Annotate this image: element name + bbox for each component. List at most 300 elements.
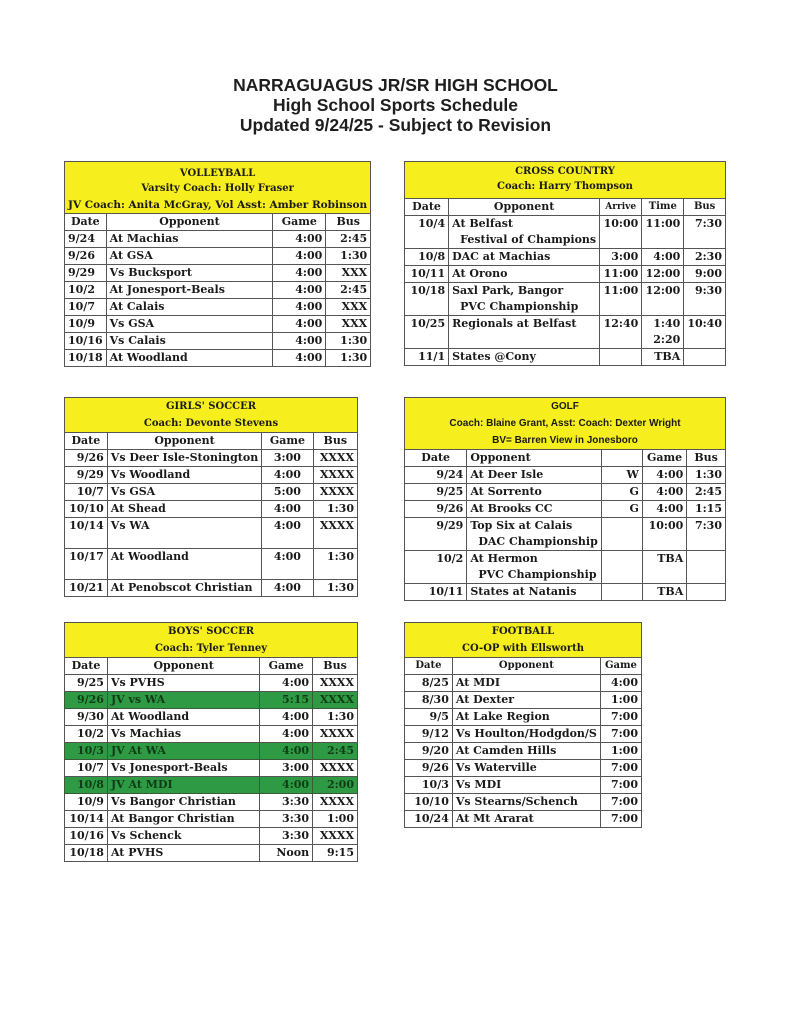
game-value: 4:00	[273, 550, 301, 563]
cell-opponent	[107, 760, 259, 777]
cell-opponent	[449, 249, 600, 266]
col-game: Game	[600, 658, 641, 675]
game-value: 7:00	[610, 778, 638, 791]
cell-game	[273, 316, 326, 333]
table-row	[405, 709, 642, 726]
col-date: Date	[405, 450, 467, 467]
col-game: Game	[273, 214, 326, 231]
cell-bus	[313, 845, 358, 862]
cell-bus	[313, 692, 358, 709]
date-value: 9/30	[76, 710, 104, 723]
cell-date	[65, 265, 107, 282]
cell-opponent	[106, 333, 273, 350]
cell-flag	[601, 518, 642, 551]
col-game: Game	[642, 450, 686, 467]
cell-bus	[313, 518, 357, 549]
date-value: 10/3	[421, 778, 449, 791]
girls-soccer-coach: Coach: Devonte Stevens	[143, 418, 279, 429]
game-value: 4:00	[656, 502, 684, 515]
cell-date	[405, 283, 449, 316]
table-row	[405, 467, 726, 484]
game-value: 3:30	[282, 812, 310, 825]
bus-value: 1:30	[694, 468, 722, 481]
date-value: 10/8	[418, 250, 446, 263]
cell-bus	[326, 248, 371, 265]
cell-game	[642, 501, 686, 518]
cell-game	[273, 299, 326, 316]
game-value: 4:00	[273, 519, 301, 532]
opponent-value: At Belfast	[452, 217, 513, 230]
cell-opponent	[452, 794, 600, 811]
football-rows	[405, 675, 642, 828]
game-value: 4:00	[656, 485, 684, 498]
opponent-value: At Woodland	[110, 550, 189, 563]
cell-opponent	[449, 216, 600, 249]
table-row	[65, 845, 358, 862]
col-arrive: Arrive	[600, 199, 642, 216]
girls-soccer-column-headers	[65, 433, 358, 450]
bus-value: XXXX	[319, 829, 354, 842]
cell-game	[262, 484, 313, 501]
bus-value: XXX	[341, 266, 368, 279]
cell-opponent	[107, 518, 261, 549]
cell-game	[600, 675, 641, 692]
table-row	[405, 249, 726, 266]
table-row	[65, 248, 371, 265]
table-row	[65, 333, 371, 350]
opponent-value: Top Six at Calais	[470, 519, 573, 532]
cell-date	[65, 450, 108, 467]
date-value: 10/11	[428, 585, 464, 598]
opponent-value: States @Cony	[452, 350, 536, 363]
cell-date	[405, 675, 453, 692]
date-value: 8/25	[421, 676, 449, 689]
col-date: Date	[405, 199, 449, 216]
football-coop: CO-OP with Ellsworth	[462, 643, 584, 654]
table-row	[65, 794, 358, 811]
boys-soccer-coach: Coach: Tyler Tenney	[154, 643, 268, 654]
cell-bus	[684, 249, 726, 266]
table-row	[65, 501, 358, 518]
bus-value: 2:45	[340, 232, 368, 245]
time-value-line2: 2:20	[653, 333, 681, 346]
cell-flag	[601, 551, 642, 584]
cell-arrive	[600, 266, 642, 283]
cell-opponent	[107, 484, 261, 501]
bus-value: XXXX	[319, 676, 354, 689]
cell-opponent	[106, 265, 273, 282]
bus-value: 1:30	[340, 351, 368, 364]
boys-soccer-rows	[65, 675, 358, 862]
col-date: Date	[65, 658, 108, 675]
cell-game	[273, 350, 326, 367]
opponent-value: Vs GSA	[109, 317, 155, 330]
opponent-value: Vs MDI	[455, 778, 502, 791]
cell-bus	[313, 726, 358, 743]
opponent-value: At Woodland	[110, 710, 190, 723]
golf-column-headers	[405, 450, 726, 467]
table-row	[405, 283, 726, 316]
date-value: 9/26	[76, 451, 104, 464]
golf-note: BV= Barren View in Jonesboro	[492, 435, 638, 446]
date-value: 9/26	[421, 761, 449, 774]
cell-game	[642, 484, 686, 501]
cell-flag	[601, 467, 642, 484]
cell-game	[600, 794, 641, 811]
cell-bus	[313, 709, 358, 726]
cell-date	[65, 299, 107, 316]
opponent-value: Vs Jonesport-Beals	[110, 761, 228, 774]
cell-opponent	[449, 266, 600, 283]
opponent-value: At Brooks CC	[470, 502, 553, 515]
opponent-value: Vs Houlton/Hodgdon/S	[455, 727, 597, 740]
cell-opponent	[106, 316, 273, 333]
opponent-value: At Lake Region	[455, 710, 550, 723]
game-value: 7:00	[610, 727, 638, 740]
cell-time	[642, 316, 684, 349]
cell-time	[642, 249, 684, 266]
cell-bus	[313, 675, 358, 692]
volleyball-coach: Varsity Coach: Holly Fraser	[141, 183, 294, 194]
bus-value: 7:30	[694, 217, 722, 230]
cell-time	[642, 266, 684, 283]
golf-rows	[405, 467, 726, 601]
boys-soccer-title: BOYS' SOCCER	[167, 626, 255, 637]
col-date: Date	[65, 214, 107, 231]
cell-bus	[684, 283, 726, 316]
opponent-value: At Bangor Christian	[110, 812, 235, 825]
game-value: 5:00	[273, 485, 301, 498]
cell-opponent	[107, 450, 261, 467]
volleyball-jv-coach: JV Coach: Anita McGray, Vol Asst: Amber Robinson	[68, 199, 368, 211]
cross-country-coach: Coach: Harry Thompson	[497, 181, 633, 192]
cell-time	[642, 349, 684, 366]
game-value: 4:00	[610, 676, 638, 689]
date-value: 9/24	[436, 468, 464, 481]
cell-date	[65, 484, 108, 501]
opponent-value: Vs Bangor Christian	[110, 795, 236, 808]
time-value: 1:40	[653, 317, 681, 330]
table-row	[65, 484, 358, 501]
date-value: 10/18	[410, 284, 446, 297]
cell-bus	[313, 549, 357, 580]
date-value: 10/18	[69, 846, 104, 859]
table-row	[65, 777, 358, 794]
girls-soccer-title: GIRLS' SOCCER	[165, 401, 257, 412]
table-row	[405, 501, 726, 518]
cell-arrive	[600, 283, 642, 316]
opponent-value: At Jonesport-Beals	[109, 283, 225, 296]
cell-game	[260, 675, 313, 692]
cell-opponent	[467, 484, 601, 501]
date-value: 8/30	[421, 693, 449, 706]
col-opponent: Opponent	[106, 214, 273, 231]
cell-bus	[313, 484, 357, 501]
cell-date	[65, 675, 108, 692]
opponent-value: JV At WA	[110, 744, 166, 757]
table-row	[65, 675, 358, 692]
table-row	[405, 760, 642, 777]
cell-opponent	[107, 467, 261, 484]
bus-value: 1:30	[340, 334, 368, 347]
col-date: Date	[405, 658, 453, 675]
cell-bus	[684, 349, 726, 366]
date-value: 10/3	[76, 744, 104, 757]
cell-date	[65, 726, 108, 743]
cell-game	[262, 518, 313, 549]
update-note: Updated 9/24/25 - Subject to Revision	[239, 115, 552, 135]
cell-opponent	[107, 743, 259, 760]
table-row	[405, 518, 726, 551]
cell-date	[405, 709, 453, 726]
game-value: 4:00	[295, 317, 323, 330]
bus-value: 2:45	[326, 744, 354, 757]
date-value: 10/24	[414, 812, 449, 825]
table-row	[65, 316, 371, 333]
opponent-value-line2: Festival of Champions	[460, 233, 597, 246]
opponent-value: Vs Waterville	[455, 761, 537, 774]
date-value: 9/26	[436, 502, 464, 515]
col-opponent: Opponent	[452, 658, 600, 675]
flag-value: G	[629, 485, 639, 498]
school-name: NARRAGUAGUS JR/SR HIGH SCHOOL	[233, 75, 558, 95]
col-bus: Bus	[313, 658, 358, 675]
table-row	[65, 467, 358, 484]
table-row	[65, 811, 358, 828]
cell-date	[65, 811, 108, 828]
cell-flag	[601, 584, 642, 601]
cell-date	[405, 584, 467, 601]
bus-value: 1:30	[326, 581, 354, 594]
opponent-value: States at Natanis	[470, 585, 577, 598]
opponent-value: JV vs WA	[110, 693, 166, 706]
cell-game	[260, 743, 313, 760]
boys-soccer-column-headers	[65, 658, 358, 675]
game-value: 4:00	[282, 727, 310, 740]
col-bus: Bus	[326, 214, 371, 231]
cell-game	[260, 777, 313, 794]
cell-bus	[326, 350, 371, 367]
bus-value: XXXX	[319, 795, 354, 808]
game-value: 4:00	[295, 334, 323, 347]
table-row	[65, 709, 358, 726]
date-value: 10/10	[69, 502, 104, 515]
bus-value: XXXX	[319, 727, 354, 740]
volleyball-rows	[65, 231, 371, 367]
game-value: 4:00	[282, 778, 310, 791]
cell-date	[405, 777, 453, 794]
table-row	[65, 692, 358, 709]
cell-bus	[313, 828, 358, 845]
opponent-value: Vs Schenck	[110, 829, 182, 842]
col-bus: Bus	[684, 199, 726, 216]
bus-value: XXXX	[319, 485, 354, 498]
date-value: 10/8	[76, 778, 104, 791]
date-value: 9/12	[421, 727, 449, 740]
date-value: 10/14	[69, 519, 104, 532]
cell-date	[65, 845, 108, 862]
game-value: 4:00	[656, 468, 684, 481]
cell-bus	[687, 551, 726, 584]
cell-bus	[684, 216, 726, 249]
cell-opponent	[107, 709, 259, 726]
table-row	[65, 726, 358, 743]
date-value: 9/5	[429, 710, 449, 723]
opponent-value: Vs GSA	[110, 485, 156, 498]
football-table	[404, 622, 642, 828]
game-value: 4:00	[295, 351, 323, 364]
cell-opponent	[106, 282, 273, 299]
table-row	[405, 675, 642, 692]
cell-bus	[326, 299, 371, 316]
opponent-value: At Calais	[109, 300, 165, 313]
bus-value: XXXX	[319, 693, 354, 706]
table-row	[65, 580, 358, 597]
cell-bus	[326, 231, 371, 248]
game-value: 7:00	[610, 710, 638, 723]
bus-value: 1:30	[326, 502, 354, 515]
opponent-value-line2: DAC Championship	[478, 535, 598, 548]
cell-opponent	[467, 584, 601, 601]
cell-flag	[601, 501, 642, 518]
cell-game	[262, 580, 313, 597]
arrive-value: 10:00	[603, 217, 639, 230]
table-row	[405, 777, 642, 794]
cell-bus	[313, 794, 358, 811]
bus-value: 1:30	[326, 710, 354, 723]
game-value: 7:00	[610, 812, 638, 825]
date-value: 9/25	[436, 485, 464, 498]
table-row	[65, 299, 371, 316]
game-value: Noon	[276, 846, 310, 859]
cell-bus	[313, 811, 358, 828]
cell-game	[262, 501, 313, 518]
cell-date	[405, 692, 453, 709]
cell-opponent	[449, 349, 600, 366]
golf-title: GOLF	[551, 401, 579, 412]
date-value: 9/26	[68, 249, 95, 262]
cell-game	[642, 518, 686, 551]
game-value: 4:00	[282, 744, 310, 757]
cell-opponent	[467, 467, 601, 484]
col-course	[601, 450, 642, 467]
date-value: 10/16	[68, 334, 103, 347]
table-row	[405, 551, 726, 584]
cell-bus	[326, 333, 371, 350]
cell-game	[600, 760, 641, 777]
table-row	[405, 584, 726, 601]
cell-bus	[684, 316, 726, 349]
game-value: 4:00	[273, 502, 301, 515]
table-row	[405, 743, 642, 760]
game-value: 4:00	[273, 468, 301, 481]
opponent-value: Vs Woodland	[110, 468, 191, 481]
cell-arrive	[600, 249, 642, 266]
game-value: 10:00	[648, 519, 684, 532]
cell-game	[642, 551, 686, 584]
col-opponent: Opponent	[107, 658, 259, 675]
cell-date	[405, 484, 467, 501]
cell-date	[65, 828, 108, 845]
table-row	[65, 743, 358, 760]
cell-bus	[313, 760, 358, 777]
game-value: 4:00	[295, 283, 323, 296]
date-value: 10/21	[69, 581, 104, 594]
game-value: 5:15	[282, 693, 310, 706]
game-value: 7:00	[610, 795, 638, 808]
cell-game	[260, 760, 313, 777]
cell-date	[65, 777, 108, 794]
cell-bus	[326, 282, 371, 299]
cell-opponent	[449, 316, 600, 349]
cross-country-title: CROSS COUNTRY	[515, 166, 615, 177]
cell-date	[65, 794, 108, 811]
cell-game	[260, 794, 313, 811]
game-value: 4:00	[295, 266, 323, 279]
arrive-value: 3:00	[611, 250, 639, 263]
cell-game	[273, 231, 326, 248]
cell-game	[273, 248, 326, 265]
table-row	[405, 692, 642, 709]
cell-opponent	[452, 726, 600, 743]
cell-bus	[687, 584, 726, 601]
game-value: 3:30	[282, 795, 310, 808]
cell-bus	[687, 518, 726, 551]
cell-flag	[601, 484, 642, 501]
cell-bus	[687, 467, 726, 484]
opponent-value: Vs PVHS	[110, 676, 165, 689]
col-opponent: Opponent	[467, 450, 601, 467]
game-value: 4:00	[295, 300, 323, 313]
cell-date	[405, 794, 453, 811]
cell-opponent	[467, 551, 601, 584]
date-value: 10/16	[69, 829, 104, 842]
bus-value: XXX	[341, 317, 368, 330]
document-title	[0, 75, 791, 135]
cell-date	[65, 316, 107, 333]
game-value: 4:00	[282, 676, 310, 689]
cell-game	[600, 692, 641, 709]
cell-date	[405, 501, 467, 518]
cell-game	[260, 811, 313, 828]
cross-country-table	[404, 161, 726, 366]
cell-date	[65, 501, 108, 518]
bus-value: XXXX	[319, 468, 354, 481]
bus-value: 1:30	[340, 249, 368, 262]
cell-opponent	[452, 692, 600, 709]
cell-game	[260, 726, 313, 743]
cell-date	[65, 282, 107, 299]
table-row	[65, 549, 358, 580]
football-header	[405, 623, 642, 658]
cell-arrive	[600, 216, 642, 249]
date-value: 9/24	[68, 232, 95, 245]
date-value: 10/25	[410, 317, 446, 330]
cell-opponent	[467, 501, 601, 518]
game-value: 4:00	[295, 232, 323, 245]
cell-opponent	[452, 709, 600, 726]
opponent-value: At Penobscot Christian	[110, 581, 253, 594]
cell-opponent	[107, 675, 259, 692]
opponent-value: At Orono	[452, 267, 508, 280]
cell-date	[65, 692, 108, 709]
cell-bus	[326, 265, 371, 282]
volleyball-column-headers	[65, 214, 371, 231]
opponent-value: At GSA	[109, 249, 153, 262]
arrive-value: 11:00	[603, 284, 639, 297]
cell-game	[260, 692, 313, 709]
date-value: 10/7	[76, 761, 104, 774]
